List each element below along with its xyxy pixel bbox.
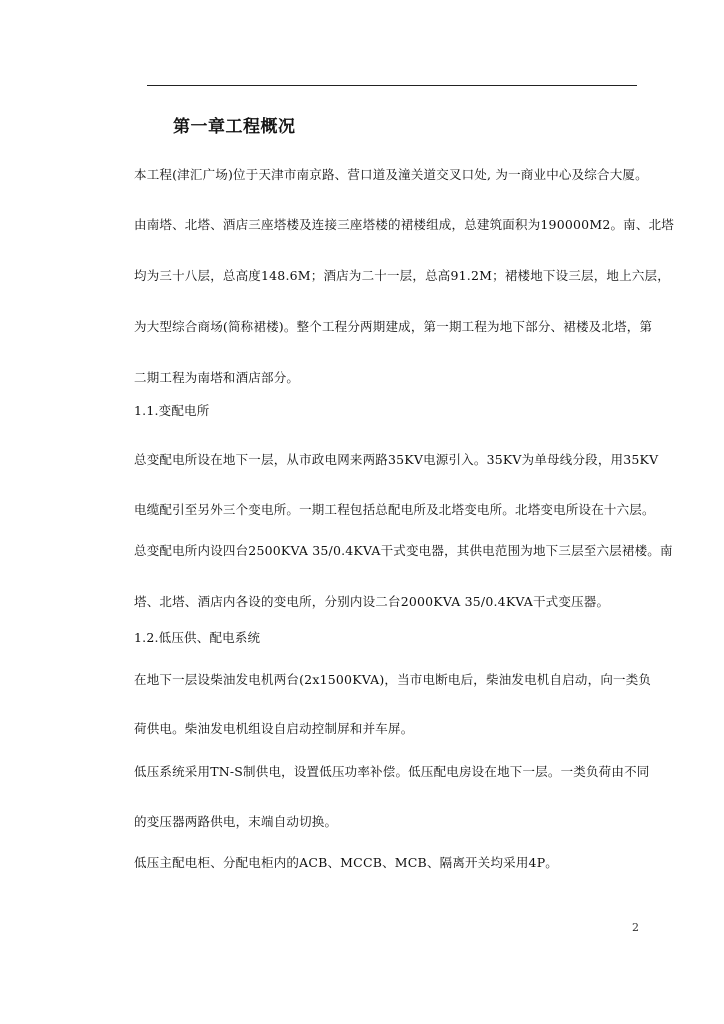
body-line: 低压主配电柜、分配电柜内的ACB、MCCB、MCB、隔离开关均采用4P。 [134,855,559,870]
body-line: 荷供电。柴油发电机组设自启动控制屏和并车屏。 [134,721,414,736]
header-rule [147,85,637,86]
body-line: 塔、北塔、酒店内各设的变电所，分别内设二台2000KVA 35/0.4KVA干式变压器。 [134,594,610,609]
body-line: 低压系统采用TN-S制供电，设置低压功率补偿。低压配电房设在地下一层。一类负荷由不同 [134,764,650,779]
body-line: 均为三十八层，总高度148.6M；酒店为二十一层，总高91.2M；裙楼地下设三层，地上六层， [134,268,670,283]
chapter-title: 第一章工程概况 [173,117,296,137]
body-line: 为大型综合商场(简称裙楼)。整个工程分两期建成，第一期工程为地下部分、裙楼及北塔，第 [134,319,653,334]
body-line: 的变压器两路供电，末端自动切换。 [134,814,338,829]
page-number: 2 [632,921,639,934]
section-heading: 1.1.变配电所 [134,403,210,418]
body-line: 总变配电所内设四台2500KVA 35/0.4KVA干式变电器，其供电范围为地下三层至六层裙楼。南 [134,543,673,558]
body-line: 二期工程为南塔和酒店部分。 [134,370,300,385]
body-line: 本工程(津汇广场)位于天津市南京路、营口道及潼关道交叉口处, 为一商业中心及综合大厦。 [134,167,648,182]
body-line: 在地下一层设柴油发电机两台(2x1500KVA)，当市电断电后，柴油发电机自启动，向一类负 [134,672,652,687]
section-heading: 1.2.低压供、配电系统 [134,630,261,645]
body-line: 由南塔、北塔、酒店三座塔楼及连接三座塔楼的裙楼组成，总建筑面积为190000M2。南、北塔 [134,217,674,232]
body-line: 总变配电所设在地下一层，从市政电网来两路35KV电源引入。35KV为单母线分段，用35KV [134,452,659,467]
body-line: 电缆配引至另外三个变电所。一期工程包括总配电所及北塔变电所。北塔变电所设在十六层。 [134,502,655,517]
